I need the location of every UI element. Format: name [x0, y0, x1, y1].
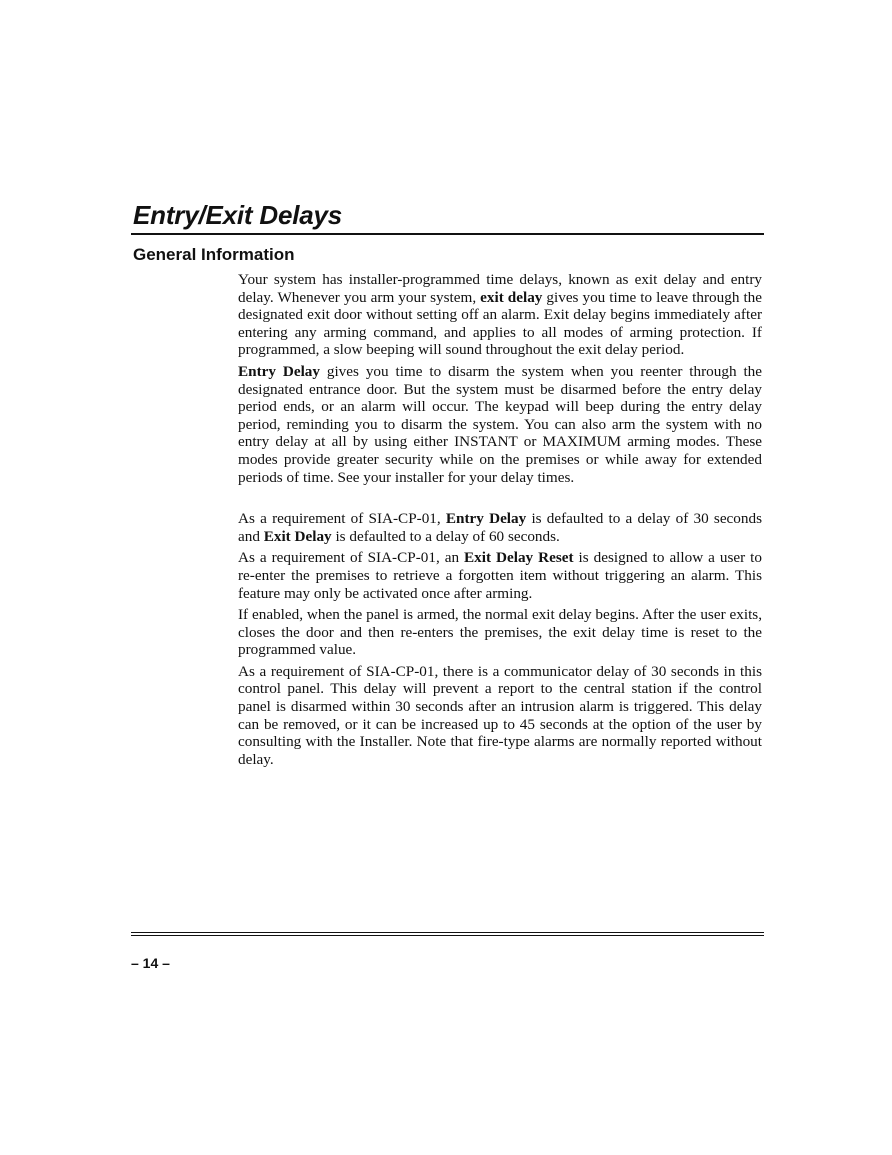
bold-term: Exit Delay Reset — [464, 549, 574, 567]
page-number: – 14 – — [131, 955, 170, 971]
text-run: gives you time to disarm the system when you reenter through the designated entrance door. But the system must be disarmed before the entry delay period ends, or an alarm will occur. The keypad will beep during the entry delay period, reminding you to disarm the system. You can also arm the system with no entry delay at all by using either INSTANT or MAXIMUM arming modes. These modes provide greater security while on the premises or while away for extended periods of time. See your installer for your delay times. — [238, 362, 762, 486]
text-run: is defaulted to a delay of 30 seconds and — [238, 510, 762, 545]
text-run: gives you time to leave through the designated exit door without setting off an alarm. Exit delay begins immediately after entering any arming command, and applies to all modes of arming protection. If programmed, a slow beeping will sound throughout the exit delay period. — [238, 288, 762, 359]
paragraph-exit-delay-reset — [238, 549, 762, 602]
title-divider — [131, 233, 764, 235]
bold-term: Exit Delay — [263, 527, 332, 545]
footer-divider — [131, 935, 764, 936]
footer-divider — [131, 932, 764, 933]
paragraph-reset-behavior: If enabled, when the panel is armed, the normal exit delay begins. After the user exits, closes the door and then re-enters the premises, the exit delay time is reset to the programmed value. — [238, 606, 762, 659]
text-run: As a requirement of SIA-CP-01, — [238, 510, 446, 528]
body-text — [238, 271, 762, 772]
page-title: Entry/Exit Delays — [133, 200, 343, 230]
bold-term: exit delay — [480, 288, 543, 306]
text-run: is designed to allow a user to re-enter the premises to retrieve a forgotten item without triggering an alarm. This feature may only be activated once after arming. — [238, 549, 762, 602]
paragraph-exit-delay — [238, 271, 762, 359]
paragraph-entry-delay — [238, 363, 762, 486]
text-run: is defaulted to a delay of 60 seconds. — [331, 527, 560, 545]
bold-term: Entry Delay — [445, 510, 527, 528]
section-heading: General Information — [133, 245, 295, 264]
bold-term: Entry Delay — [238, 362, 320, 380]
paragraph-communicator-delay: As a requirement of SIA-CP-01, there is a communicator delay of 30 seconds in this control panel. This delay will prevent a report to the central station if the control panel is disarmed within 30 seconds after an intrusion alarm is triggered. This delay can be removed, or it can be increased up to 45 seconds at the option of the user by consulting with the Installer. Note that fire-type alarms are normally reported without delay. — [238, 662, 762, 768]
text-run: Your system has installer-programmed time delays, known as exit delay and entry delay. Whenever you arm your system, — [238, 271, 762, 306]
text-run: As a requirement of SIA-CP-01, an — [238, 549, 465, 567]
paragraph-sia-defaults — [238, 510, 762, 545]
